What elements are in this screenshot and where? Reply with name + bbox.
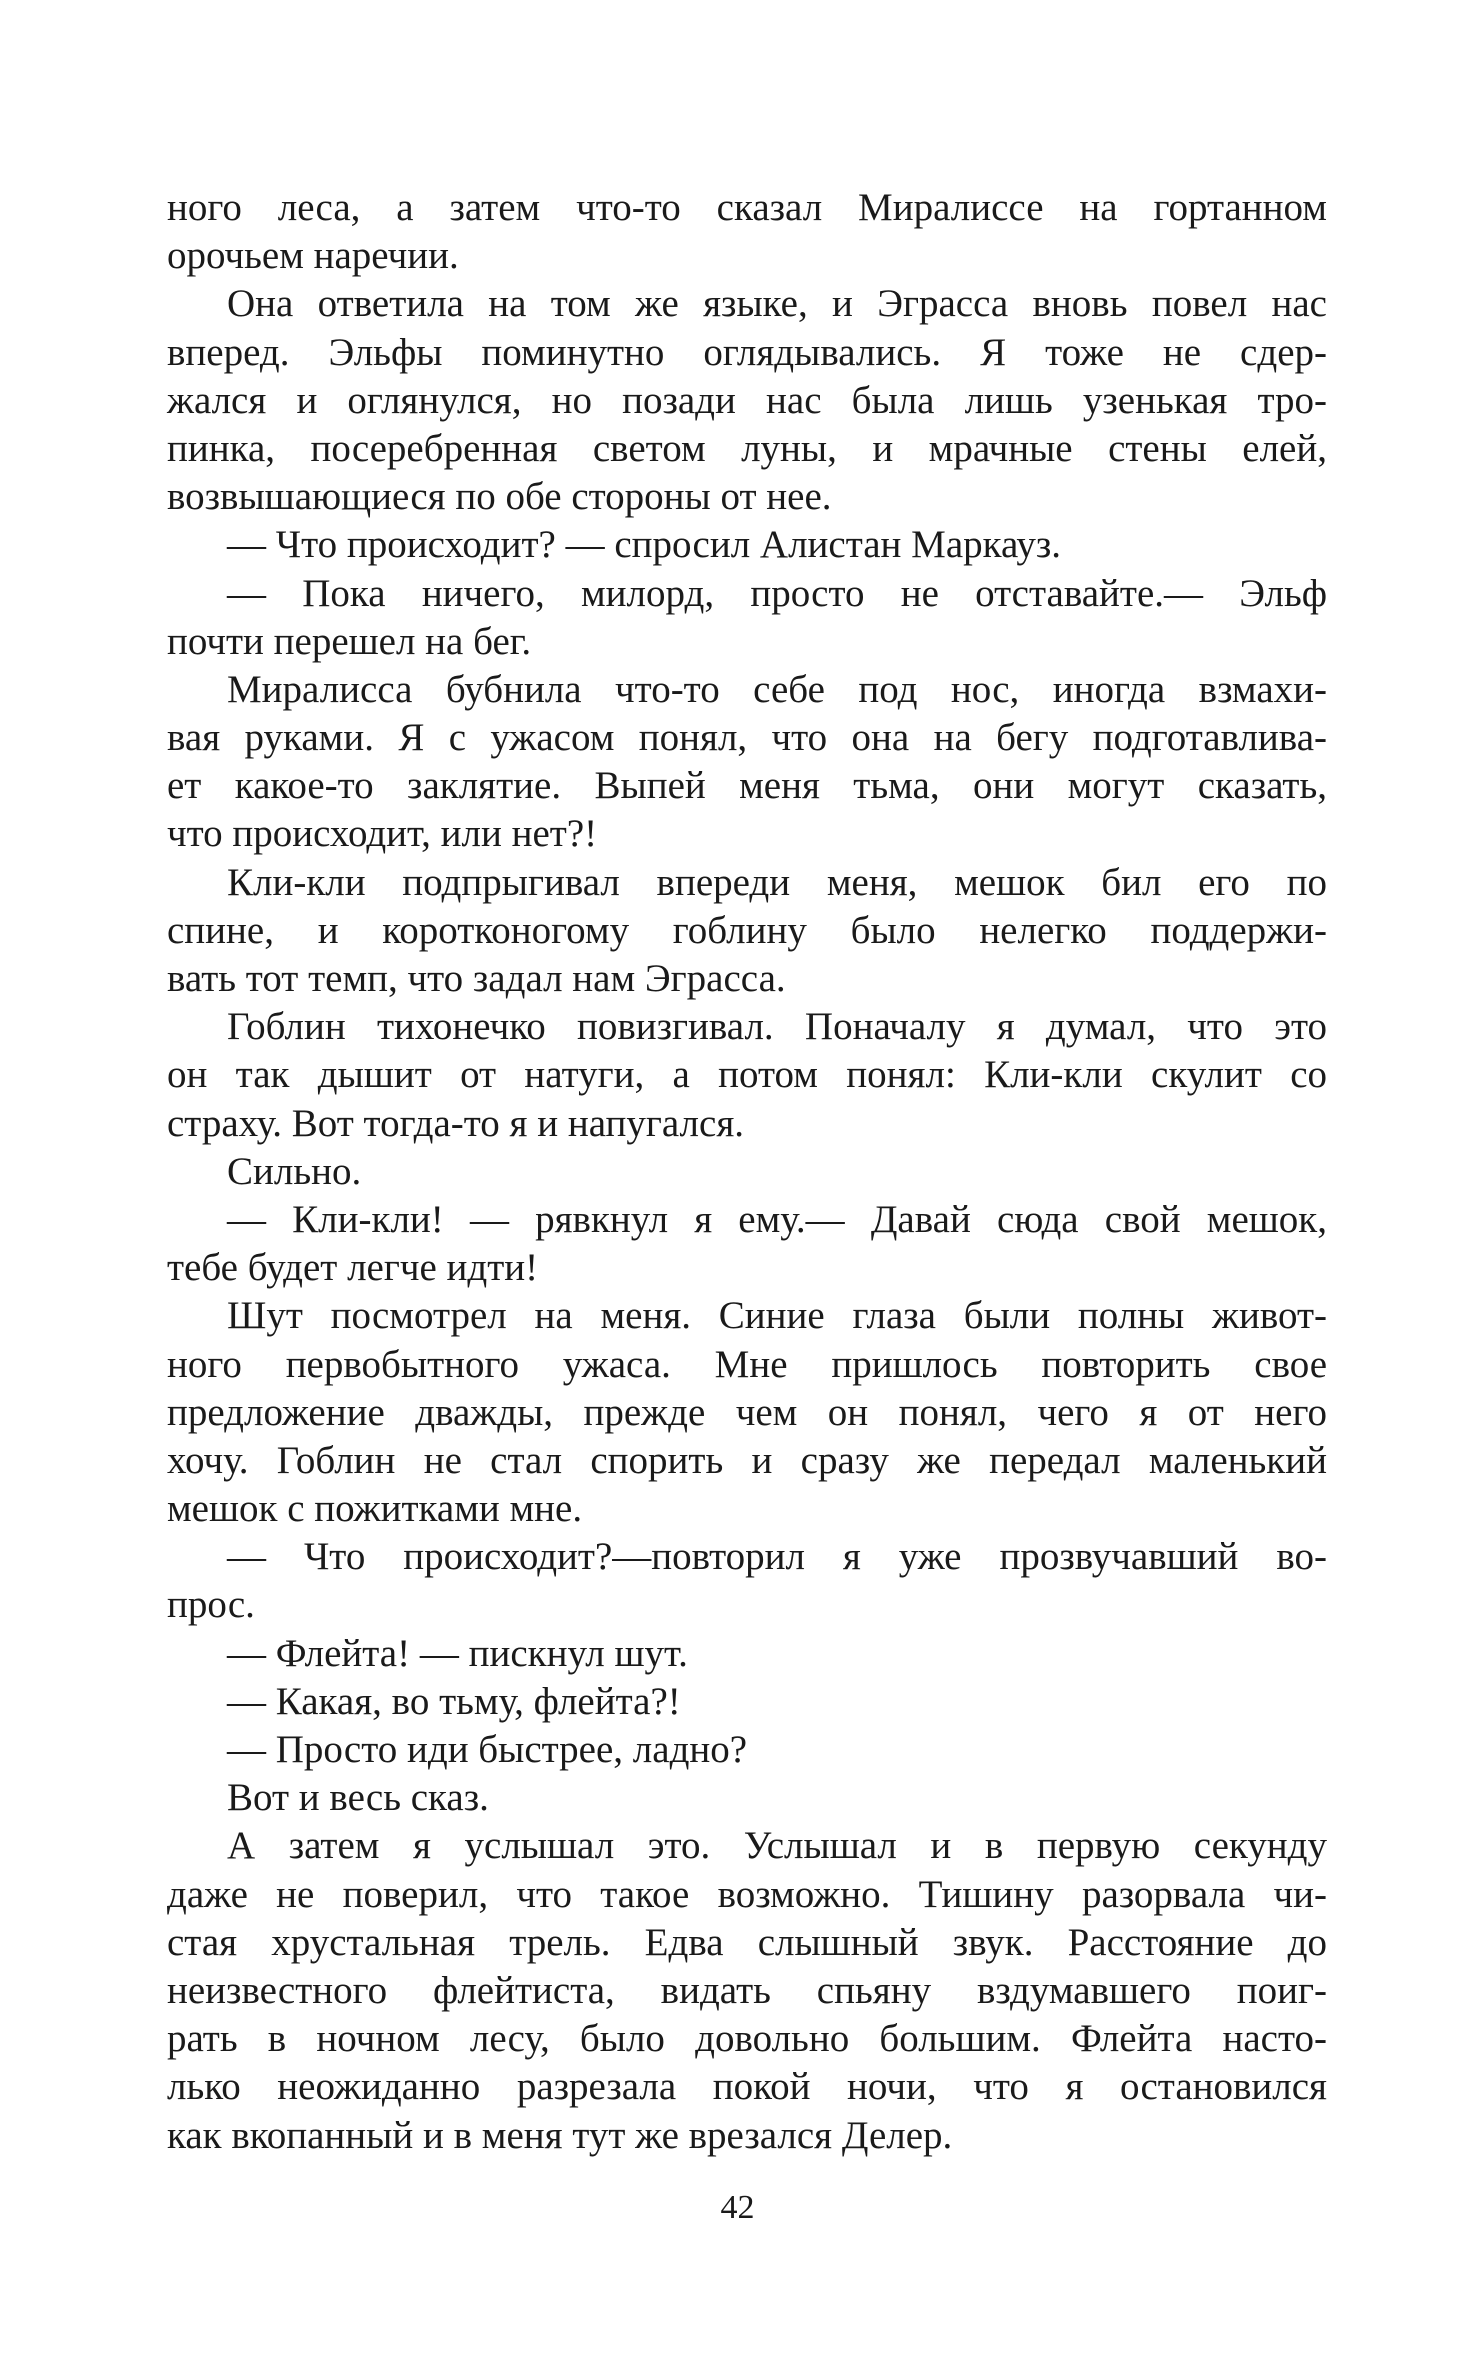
text-line: страху. Вот тогда-то я и напугался.	[167, 1101, 745, 1145]
text-line: Сильно.	[227, 1149, 362, 1193]
text-line: — Какая, во тьму, флейта?!	[227, 1679, 681, 1723]
text-line: Шут посмотрел на меня. Синие глаза были полны живот-	[227, 1294, 1327, 1338]
page-number: 42	[720, 2189, 755, 2226]
text-line: что происходит, или нет?!	[167, 812, 598, 856]
text-line: — Просто иди быстрее, ладно?	[227, 1728, 748, 1771]
text-line: он так дышит от натуги, а потом понял: Кли-кли скулит со	[167, 1053, 1327, 1097]
text-line: предложение дважды, прежде чем он понял, чего я от него	[167, 1390, 1327, 1434]
text-line: Гоблин тихонечко повизгивал. Поначалу я думал, что это	[227, 1005, 1327, 1049]
text-line: спине, и коротконогому гоблину было нелегко поддержи-	[167, 908, 1327, 952]
text-line: — Пока ничего, милорд, просто не отставайте.— Эльф	[227, 571, 1327, 615]
text-line: Вот и весь сказ.	[227, 1776, 489, 1820]
text-line: — Что происходит?—повторил я уже прозвучавший во-	[227, 1535, 1327, 1579]
body-text	[167, 184, 1327, 2160]
text-line: — Что происходит? — спросил Алистан Маркауз.	[227, 523, 1062, 567]
text-line: вперед. Эльфы поминутно оглядывались. Я тоже не сдер-	[167, 330, 1327, 374]
text-line: Миралисса бубнила что-то себе под нос, иногда взмахи-	[227, 667, 1327, 711]
text-line: мешок с пожитками мне.	[167, 1487, 583, 1531]
text-line: жался и оглянулся, но позади нас была лишь узенькая тро-	[167, 378, 1327, 422]
text-line: пинка, посеребренная светом луны, и мрачные стены елей,	[167, 426, 1327, 470]
text-line: возвышающиеся по обе стороны от нее.	[167, 475, 832, 519]
text-line: — Флейта! — пискнул шут.	[227, 1631, 688, 1675]
text-line: прос.	[167, 1583, 255, 1627]
text-line: как вкопанный и в меня тут же врезался Делер.	[167, 2113, 953, 2157]
text-line: почти перешел на бег.	[167, 619, 532, 663]
text-line: стая хрустальная трель. Едва слышный звук. Расстояние до	[167, 1920, 1327, 1964]
text-line: орочьем наречии.	[167, 234, 459, 278]
text-line: Кли-кли подпрыгивал впереди меня, мешок бил его по	[227, 860, 1327, 904]
text-line: даже не поверил, что такое возможно. Тишину разорвала чи-	[167, 1872, 1327, 1916]
text-line: тебе будет легче идти!	[167, 1246, 539, 1290]
text-line: рать в ночном лесу, было довольно большим. Флейта насто-	[167, 2017, 1327, 2061]
text-line: лько неожиданно разрезала покой ночи, что я остановился	[167, 2065, 1327, 2109]
text-line: ного леса, а затем что-то сказал Миралиссе на гортанном	[167, 186, 1327, 229]
text-line: ет какое-то заклятие. Выпей меня тьма, они могут сказать,	[167, 764, 1327, 808]
text-line: неизвестного флейтиста, видать спьяну вздумавшего поиг-	[167, 1968, 1327, 2012]
text-line: — Кли-кли! — рявкнул я ему.— Давай сюда свой мешок,	[227, 1197, 1327, 1241]
text-line: Она ответила на том же языке, и Эграсса вновь повел нас	[227, 282, 1327, 326]
text-line: хочу. Гоблин не стал спорить и сразу же передал маленький	[167, 1438, 1327, 1482]
text-line: А затем я услышал это. Услышал и в первую секунду	[227, 1824, 1327, 1868]
text-line: вать тот темп, что задал нам Эграсса.	[167, 957, 786, 1000]
text-line: ного первобытного ужаса. Мне пришлось повторить свое	[167, 1342, 1327, 1386]
text-line: вая руками. Я с ужасом понял, что она на бегу подготавлива-	[167, 716, 1327, 760]
